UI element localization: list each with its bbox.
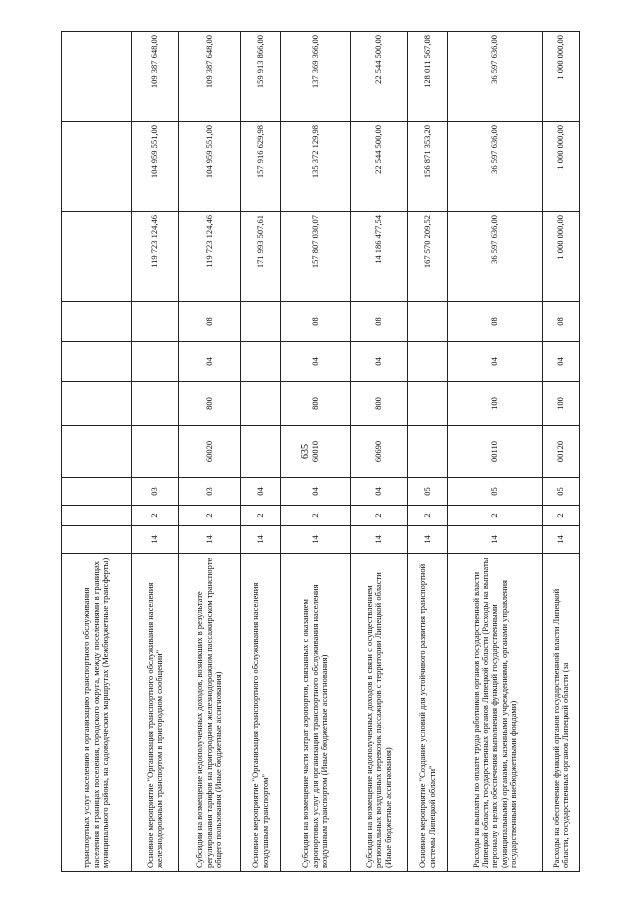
code-2: 2: [179, 506, 241, 526]
amount-year-1: 119 723 124,46: [132, 212, 179, 302]
amount-year-3: 128 011 567,08: [408, 32, 448, 122]
subsection-code: [408, 302, 448, 342]
row-description: транспортных услуг населению и организацию транспортного обслуживания населения в границах поселения, городского округа, между поселениями в границах муниципального района, на садоводческих маршрутах (Межбюджетные трансферты): [62, 554, 132, 872]
target-article-code: [62, 426, 132, 478]
section-code: 04: [281, 342, 351, 382]
row-description: Субсидии на возмещение недополученных доходов, возникших в результате регулирования тарифов на пригородном железнодорожном пассажирском транспорте общего пользования (Иные бюджетные ассигнования): [179, 554, 241, 872]
code-2: 2: [241, 506, 281, 526]
section-code: 04: [543, 342, 580, 382]
amount-year-3: 22 544 500,00: [351, 32, 408, 122]
subsection-code: 08: [179, 302, 241, 342]
subsection-code: [62, 302, 132, 342]
target-article-code: 60020: [179, 426, 241, 478]
subsection-code: 08: [281, 302, 351, 342]
amount-year-3: 1 000 000,00: [543, 32, 580, 122]
rotated-table-wrapper: [61, 32, 579, 872]
section-code: 04: [179, 342, 241, 382]
row-description: Субсидии на возмещение недополученных доходов в связи с осуществлением региональных воздушных перевозок пассажиров с территории Липецкой области (Иные бюджетные ассигнования): [351, 554, 408, 872]
subsection-code: [241, 302, 281, 342]
amount-year-1: 171 993 507,61: [241, 212, 281, 302]
amount-year-1: 119 723 124,46: [179, 212, 241, 302]
row-description: Основное мероприятие "Создание условий для устойчивого развития транспортной системы Липецкой области": [408, 554, 448, 872]
table-row: [408, 32, 448, 872]
row-description: Расходы на обеспечение функций органов государственной власти Липецкой области, государственных органов Липецкой области (за: [543, 554, 580, 872]
amount-year-2: 156 871 353,20: [408, 122, 448, 212]
expense-type-code: [241, 382, 281, 426]
amount-year-1: 36 597 636,00: [448, 212, 543, 302]
amount-year-3: 109 387 648,00: [179, 32, 241, 122]
amount-year-2: 22 544 500,00: [351, 122, 408, 212]
code-3: 04: [241, 478, 281, 506]
code-2: 2: [351, 506, 408, 526]
table-row: [448, 32, 543, 872]
amount-year-3: 109 387 648,00: [132, 32, 179, 122]
expense-type-code: 100: [448, 382, 543, 426]
code-1: 14: [179, 526, 241, 554]
section-code: 04: [351, 342, 408, 382]
code-2: 2: [448, 506, 543, 526]
code-1: 14: [281, 526, 351, 554]
row-description: Основное мероприятие "Организация транспортного обслуживания населения воздушным транспортом": [241, 554, 281, 872]
code-3: 05: [543, 478, 580, 506]
amount-year-1: 1 000 000,00: [543, 212, 580, 302]
table-row: [351, 32, 408, 872]
code-1: 14: [132, 526, 179, 554]
amount-year-2: 36 597 636,00: [448, 122, 543, 212]
code-3: 05: [448, 478, 543, 506]
code-2: 2: [543, 506, 580, 526]
section-code: [62, 342, 132, 382]
target-article-code: 60010: [281, 426, 351, 478]
target-article-code: [241, 426, 281, 478]
amount-year-2: 135 372 129,98: [281, 122, 351, 212]
row-description: Расходы на выплаты по оплате труда работников органов государственной власти Липецкой области, государственных органов Липецкой области (Расходы на выплаты персоналу в целях обеспечения выполнения функций государственными (муниципальными) органами, казенными учреждениями, органами управления государственными внебюджетными фондами): [448, 554, 543, 872]
table-row: [241, 32, 281, 872]
code-1: 14: [408, 526, 448, 554]
table-row: [62, 32, 132, 872]
amount-year-1: 167 570 209,52: [408, 212, 448, 302]
expense-type-code: [408, 382, 448, 426]
expense-type-code: 800: [281, 382, 351, 426]
target-article-code: 00110: [448, 426, 543, 478]
table-row: [281, 32, 351, 872]
subsection-code: 08: [448, 302, 543, 342]
page-number-text: 635: [300, 444, 311, 459]
code-1: 14: [351, 526, 408, 554]
code-2: 2: [132, 506, 179, 526]
section-code: [408, 342, 448, 382]
expense-type-code: 800: [179, 382, 241, 426]
amount-year-2: 1 000 000,00: [543, 122, 580, 212]
code-1: 14: [241, 526, 281, 554]
expense-type-code: 800: [351, 382, 408, 426]
code-3: 05: [408, 478, 448, 506]
code-2: 2: [408, 506, 448, 526]
amount-year-1: 14 186 477,54: [351, 212, 408, 302]
section-code: [241, 342, 281, 382]
code-1: 14: [543, 526, 580, 554]
amount-year-2: [62, 122, 132, 212]
subsection-code: 08: [351, 302, 408, 342]
code-3: 03: [179, 478, 241, 506]
expense-type-code: [62, 382, 132, 426]
code-3: 04: [351, 478, 408, 506]
amount-year-2: 104 959 551,00: [179, 122, 241, 212]
amount-year-3: 137 369 366,00: [281, 32, 351, 122]
amount-year-3: 159 913 866,00: [241, 32, 281, 122]
subsection-code: 08: [543, 302, 580, 342]
table-row: [132, 32, 179, 872]
amount-year-2: 157 916 629,98: [241, 122, 281, 212]
code-2: 2: [281, 506, 351, 526]
code-2: [62, 506, 132, 526]
code-1: [62, 526, 132, 554]
amount-year-2: 104 959 551,00: [132, 122, 179, 212]
section-code: 04: [448, 342, 543, 382]
code-3: 03: [132, 478, 179, 506]
code-3: [62, 478, 132, 506]
expense-type-code: [132, 382, 179, 426]
expense-type-code: 100: [543, 382, 580, 426]
table-body: [62, 32, 580, 872]
table-row: [543, 32, 580, 872]
target-article-code: [408, 426, 448, 478]
subsection-code: [132, 302, 179, 342]
target-article-code: [132, 426, 179, 478]
target-article-code: 00120: [543, 426, 580, 478]
amount-year-1: [62, 212, 132, 302]
code-1: 14: [448, 526, 543, 554]
table-row: [179, 32, 241, 872]
row-description: Основное мероприятие "Организация транспортного обслуживания населения железнодорожным транспортом в пригородном сообщении": [132, 554, 179, 872]
code-3: 04: [281, 478, 351, 506]
amount-year-1: 157 807 030,07: [281, 212, 351, 302]
amount-year-3: [62, 32, 132, 122]
row-description: Субсидии на возмещение части затрат аэропортов, связанных с оказанием аэропортовых услуг для организации транспортного обслуживания населения воздушным транспортом (Иные бюджетные ассигнования): [281, 554, 351, 872]
budget-table: [61, 31, 580, 872]
section-code: [132, 342, 179, 382]
amount-year-3: 36 597 636,00: [448, 32, 543, 122]
target-article-code: 60690: [351, 426, 408, 478]
